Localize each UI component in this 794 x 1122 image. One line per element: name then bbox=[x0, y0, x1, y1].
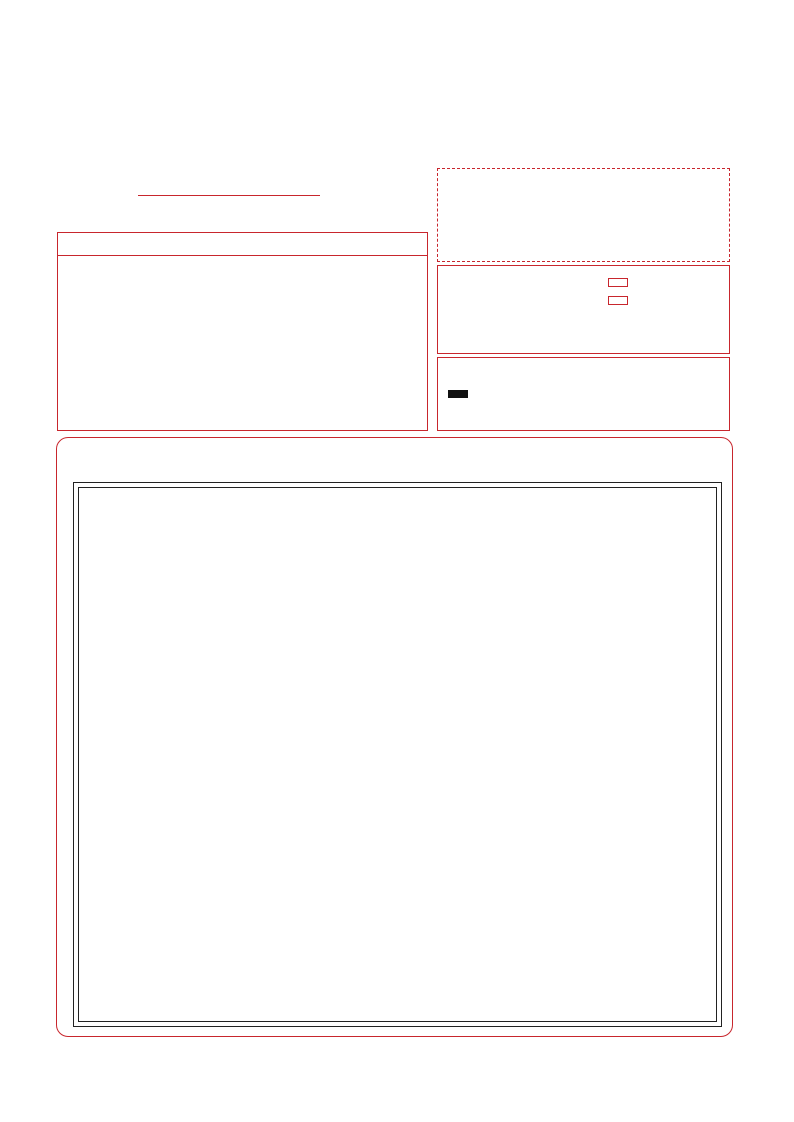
name-field[interactable] bbox=[138, 194, 320, 196]
absent-mark-box[interactable] bbox=[608, 278, 628, 287]
forbid-panel bbox=[437, 265, 730, 354]
answer-grid bbox=[78, 487, 717, 1022]
notice-heading bbox=[58, 233, 427, 256]
violation-mark-box[interactable] bbox=[608, 296, 628, 305]
alignment-marks-top bbox=[50, 38, 744, 50]
correct-sample bbox=[448, 386, 468, 400]
wrong-sample bbox=[448, 406, 458, 420]
notice-list bbox=[58, 256, 427, 262]
sample-panel bbox=[437, 357, 730, 431]
barcode-area bbox=[437, 168, 730, 262]
notice-panel bbox=[57, 232, 428, 431]
filled-mark-icon bbox=[448, 390, 468, 398]
